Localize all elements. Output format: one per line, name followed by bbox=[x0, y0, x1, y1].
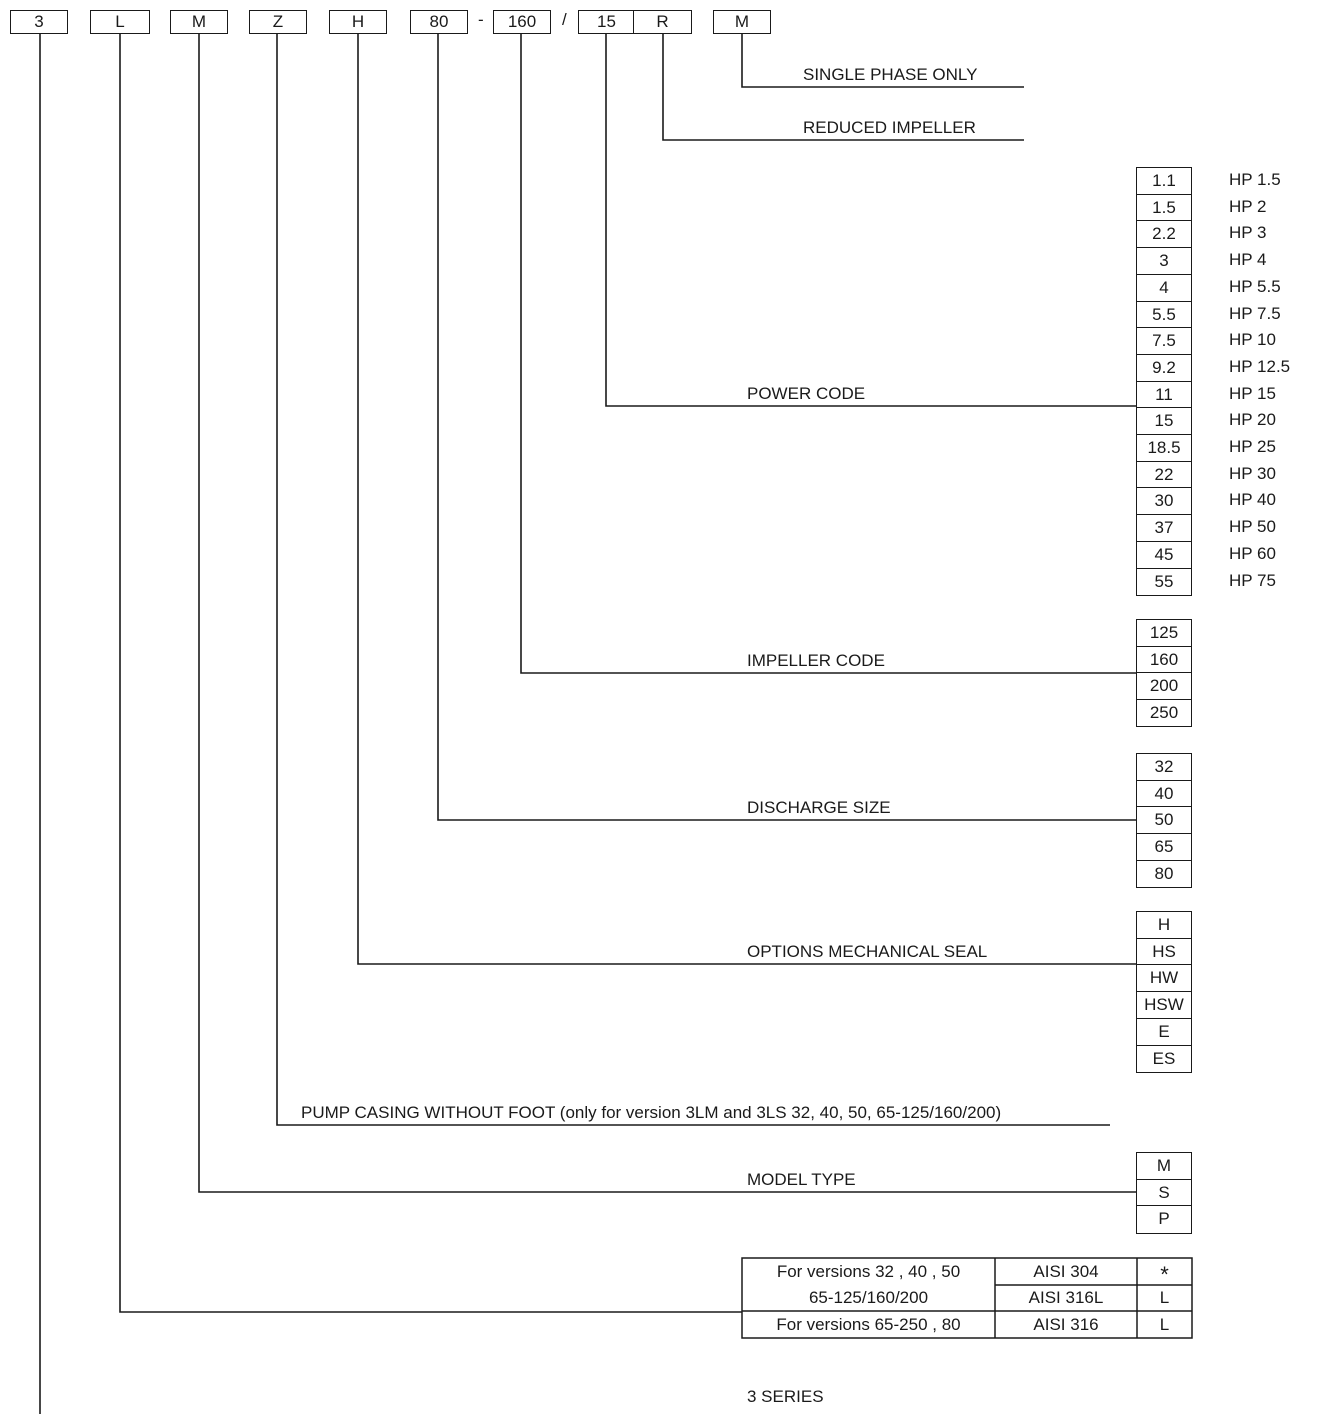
power-hp-label: HP 25 bbox=[1229, 437, 1276, 456]
seal-code-item: H bbox=[1136, 911, 1192, 939]
material-code-2: L bbox=[1159, 1288, 1170, 1307]
label-model-type: MODEL TYPE bbox=[747, 1170, 856, 1189]
power-hp-label: HP 4 bbox=[1229, 250, 1267, 270]
discharge-size-item: 40 bbox=[1136, 780, 1192, 808]
material-name-3: AISI 316 bbox=[1033, 1314, 1099, 1334]
code-dash: - bbox=[478, 10, 484, 29]
power-hp-label: HP 2 bbox=[1229, 196, 1267, 216]
power-code-item: 45 bbox=[1136, 541, 1192, 569]
label-seal-options: OPTIONS MECHANICAL SEAL bbox=[747, 942, 988, 961]
discharge-size-item: 65 bbox=[1136, 833, 1192, 861]
seal-code-item: HSW bbox=[1136, 991, 1192, 1019]
power-hp-label: HP 60 bbox=[1229, 543, 1276, 563]
material-code-3: L bbox=[1159, 1314, 1170, 1334]
power-hp-label: HP 50 bbox=[1229, 517, 1276, 537]
code-box-series: 3 bbox=[10, 10, 68, 34]
code-box-power: 15 bbox=[578, 10, 635, 34]
code-box-reduced: R bbox=[633, 10, 692, 34]
power-code-item: 3 bbox=[1136, 247, 1192, 275]
seal-code-item: HW bbox=[1136, 964, 1192, 992]
code-box-discharge: 80 bbox=[410, 10, 468, 34]
material-code-1: * bbox=[1160, 1262, 1169, 1287]
power-hp-label: HP 10 bbox=[1229, 330, 1276, 350]
power-code-item: 1.1 bbox=[1136, 167, 1192, 195]
power-code-item: 30 bbox=[1136, 487, 1192, 515]
label-discharge-size: DISCHARGE SIZE bbox=[747, 798, 891, 817]
code-box-model: M bbox=[170, 10, 228, 34]
discharge-size-item: 80 bbox=[1136, 860, 1192, 888]
discharge-size-item: 50 bbox=[1136, 806, 1192, 834]
power-code-item: 9.2 bbox=[1136, 354, 1192, 382]
impeller-code-item: 250 bbox=[1136, 699, 1192, 727]
code-box-impeller: 160 bbox=[493, 10, 551, 34]
code-box-seal: H bbox=[329, 10, 387, 34]
power-hp-label: HP 5.5 bbox=[1229, 276, 1281, 296]
label-series: 3 SERIES bbox=[747, 1387, 824, 1406]
discharge-size-item: 32 bbox=[1136, 753, 1192, 781]
power-code-item: 15 bbox=[1136, 407, 1192, 435]
material-name-1: AISI 304 bbox=[1033, 1262, 1099, 1281]
seal-code-item: ES bbox=[1136, 1045, 1192, 1073]
label-pump-casing: PUMP CASING WITHOUT FOOT (only for version 3LM and 3LS 32, 40, 50, 65-125/160/200) bbox=[301, 1103, 1002, 1122]
code-box-casing: Z bbox=[249, 10, 307, 34]
label-single-phase: SINGLE PHASE ONLY bbox=[803, 65, 978, 84]
power-code-item: 1.5 bbox=[1136, 194, 1192, 222]
seal-code-item: E bbox=[1136, 1018, 1192, 1046]
label-power-code: POWER CODE bbox=[747, 384, 866, 403]
power-code-item: 7.5 bbox=[1136, 327, 1192, 355]
power-code-item: 37 bbox=[1136, 514, 1192, 542]
power-hp-label: HP 75 bbox=[1229, 570, 1276, 590]
power-hp-label: HP 1.5 bbox=[1229, 170, 1281, 189]
power-code-item: 2.2 bbox=[1136, 220, 1192, 248]
material-desc-3: For versions 65-250 , 80 bbox=[776, 1314, 961, 1334]
power-hp-label: HP 20 bbox=[1229, 410, 1276, 430]
power-code-item: 18.5 bbox=[1136, 434, 1192, 462]
power-code-item: 55 bbox=[1136, 568, 1192, 596]
power-hp-label: HP 30 bbox=[1229, 463, 1276, 483]
code-box-phase: M bbox=[713, 10, 771, 34]
power-hp-label: HP 15 bbox=[1229, 383, 1276, 403]
power-code-item: 11 bbox=[1136, 381, 1192, 409]
power-hp-label: HP 3 bbox=[1229, 223, 1267, 243]
power-code-item: 22 bbox=[1136, 461, 1192, 489]
label-reduced-impeller: REDUCED IMPELLER bbox=[803, 118, 976, 137]
impeller-code-item: 200 bbox=[1136, 672, 1192, 700]
impeller-code-item: 125 bbox=[1136, 619, 1192, 647]
power-hp-label: HP 12.5 bbox=[1229, 356, 1291, 376]
power-hp-label: HP 7.5 bbox=[1229, 303, 1281, 323]
impeller-code-item: 160 bbox=[1136, 646, 1192, 674]
label-impeller-code: IMPELLER CODE bbox=[747, 651, 885, 670]
code-box-material: L bbox=[90, 10, 150, 34]
model-type-item: S bbox=[1136, 1179, 1192, 1207]
seal-code-item: HS bbox=[1136, 938, 1192, 966]
material-desc-2: 65-125/160/200 bbox=[808, 1288, 929, 1307]
material-desc-1: For versions 32 , 40 , 50 bbox=[776, 1262, 961, 1281]
power-code-item: 4 bbox=[1136, 274, 1192, 302]
power-code-item: 5.5 bbox=[1136, 301, 1192, 329]
model-type-item: P bbox=[1136, 1205, 1192, 1233]
power-hp-label: HP 40 bbox=[1229, 490, 1276, 510]
model-type-item: M bbox=[1136, 1152, 1192, 1180]
code-slash: / bbox=[562, 10, 567, 29]
material-name-2: AISI 316L bbox=[1028, 1288, 1104, 1307]
